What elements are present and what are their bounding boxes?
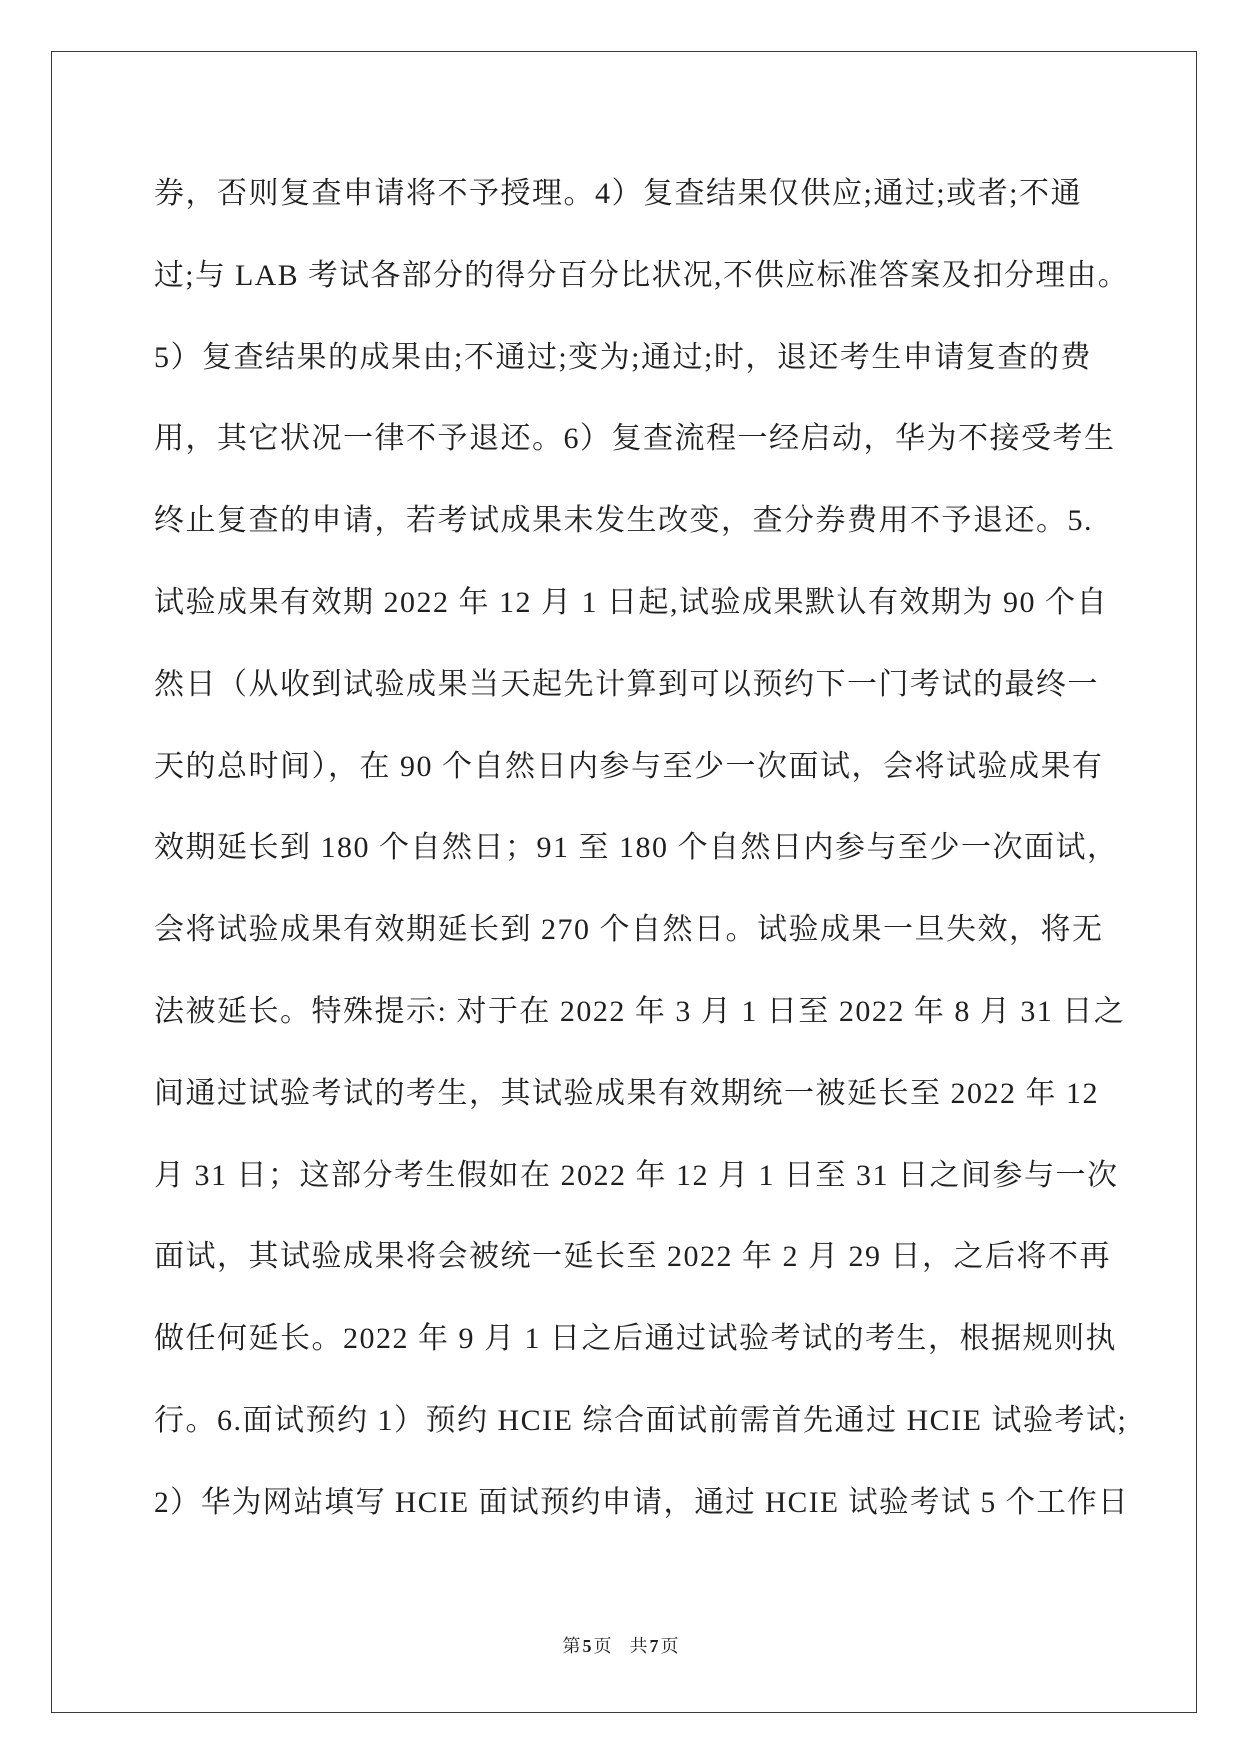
body-text-line: 面试，其试验成果将会被统一延长至 2022 年 2 月 29 日，之后将不再 (154, 1240, 1111, 1274)
body-text-line: 5）复查结果的成果由;不通过;变为;通过;时，退还考生申请复查的费 (154, 340, 1092, 374)
body-text-line: 会将试验成果有效期延长到 270 个自然日。试验成果一旦失效，将无 (154, 913, 1104, 947)
page-suffix: 页 (593, 1636, 612, 1656)
body-text-line: 用，其它状况一律不予退还。6）复查流程一经启动，华为不接受考生 (154, 422, 1116, 456)
body-text-line: 天的总时间），在 90 个自然日内参与至少一次面试，会将试验成果有 (154, 749, 1104, 783)
body-text-line: 效期延长到 180 个自然日；91 至 180 个自然日内参与至少一次面试， (154, 831, 1119, 865)
body-text-line: 试验成果有效期 2022 年 12 月 1 日起,试验成果默认有效期为 90 个自 (154, 585, 1108, 619)
body-text-line: 2）华为网站填写 HCIE 面试预约申请，通过 HCIE 试验考试 5 个工作日 (154, 1485, 1129, 1519)
page-prefix: 第 (562, 1636, 581, 1656)
body-text-line: 间通过试验考试的考生，其试验成果有效期统一被延长至 2022 年 12 (154, 1076, 1099, 1110)
body-text-line: 做任何延长。2022 年 9 月 1 日之后通过试验考试的考生，根据规则执 (154, 1322, 1117, 1356)
body-text-line: 月 31 日；这部分考生假如在 2022 年 12 月 1 日至 31 日之间参与一次 (154, 1158, 1119, 1192)
page-footer (0, 1634, 1241, 1658)
total-prefix: 共 (629, 1636, 648, 1656)
body-text-line: 法被延长。特殊提示: 对于在 2022 年 3 月 1 日至 2022 年 8 月 31 日之 (154, 994, 1126, 1028)
total-suffix: 页 (660, 1636, 679, 1656)
page-number: 5 (582, 1636, 592, 1656)
body-text-line: 过;与 LAB 考试各部分的得分百分比状况,不供应标准答案及扣分理由。 (154, 258, 1129, 292)
body-text-line: 然日（从收到试验成果当天起先计算到可以预约下一门考试的最终一 (154, 667, 1099, 701)
body-text-line: 券，否则复查申请将不予授理。4）复查结果仅供应;通过;或者;不通 (154, 177, 1083, 210)
page-body (154, 153, 1154, 1553)
body-text-line: 行。6.面试预约 1）预约 HCIE 综合面试前需首先通过 HCIE 试验考试; (154, 1403, 1128, 1437)
total-pages: 7 (649, 1636, 659, 1656)
body-text-line: 终止复查的申请，若考试成果未发生改变，查分券费用不予退还。5. (154, 504, 1093, 538)
